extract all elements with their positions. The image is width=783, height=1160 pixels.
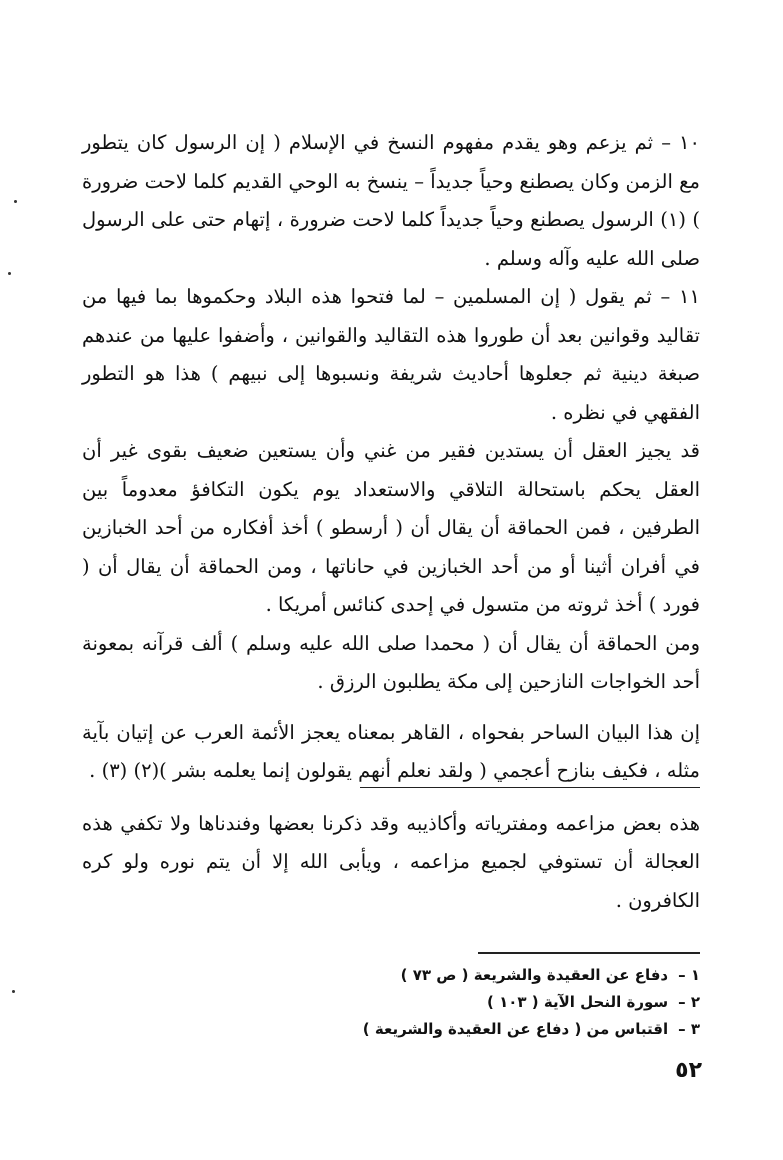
paragraph-11: ١١ – ثم يقول ( إن المسلمين – لما فتحوا هذه البلاد وحكموها بما فيها من تقاليد وقوانين بعد أن طوروا هذه التقاليد والقوانين ، وأضفوا عليها من عندهم صبغة دينية ثم جعلوها أحاديث شريفة ونسبوها إلى نبيهم ) هذا هو التطور الفقهي في نظره . [82, 285, 700, 424]
paragraph-reason: قد يجيز العقل أن يستدين فقير من غني وأن يستعين ضعيف بقوى غير أن العقل يحكم باستحالة التلاقي والاستعداد يوم يكون التكافؤ معدوماً بين الطرفين ، فمن الحماقة أن يقال أن ( أرسطو ) أخذ أفكاره من أحد الخبازين في أفران أثينا أو من أحد الخبازين في حاناتها ، ومن الحماقة أن يقال أن ( فورد ) أخذ ثروته من متسول في إحدى كنائس أمريكا . [82, 439, 700, 616]
footnote-number: ٢ – [678, 993, 700, 1011]
footnote-text: دفاع عن العقيدة والشريعة ( ص ٧٣ ) [400, 966, 669, 984]
footnote-2 [200, 989, 700, 1016]
paragraph-conclusion: هذه بعض مزاعمه ومفترياته وأكاذيبه وقد ذكرنا بعضها وفندناها ولا تكفي هذه العجالة أن تستوفي لجميع مزاعمه ، ويأبى الله إلا أن يتم نوره ولو كره الكافرون . [82, 811, 700, 912]
quote-underline [360, 787, 700, 788]
body-text [82, 124, 700, 920]
footnote-3 [200, 1016, 700, 1043]
scan-speck [14, 200, 17, 203]
footnote-text: سورة النحل الآية ( ١٠٣ ) [487, 993, 669, 1011]
footnote-text: اقتباس من ( دفاع عن العقيدة والشريعة ) [362, 1020, 669, 1038]
footnotes [200, 962, 700, 1043]
footnote-separator [478, 952, 700, 954]
footnote-1 [200, 962, 700, 989]
scan-speck [12, 990, 15, 993]
paragraph-folly: ومن الحماقة أن يقال أن ( محمدا صلى الله عليه وسلم ) ألف قرآنه بمعونة أحد الخواجات النازحين إلى مكة يطلبون الرزق . [82, 631, 700, 693]
footnote-number: ١ – [678, 966, 700, 984]
scan-speck [8, 272, 11, 275]
footnote-number: ٣ – [678, 1020, 700, 1038]
paragraph-10: ١٠ – ثم يزعم وهو يقدم مفهوم النسخ في الإسلام ( إن الرسول كان يتطور مع الزمن وكان يصطنع وحياً جديداً – ينسخ به الوحي القديم كلما لاحت ضرورة ) (١) الرسول يصطنع وحياً جديداً كلما لاحت ضرورة ، إتهام حتى على الرسول صلى الله عليه وآله وسلم . [82, 131, 700, 270]
page-number: ٥٢ [675, 1058, 702, 1083]
paragraph-eloquence: إن هذا البيان الساحر بفحواه ، القاهر بمعناه يعجز الأئمة العرب عن إتيان بآية مثله ، فكيف بنازح أعجمي ( ولقد نعلم أنهم يقولون إنما يعلمه بشر )(٢) (٣) . [82, 720, 700, 782]
